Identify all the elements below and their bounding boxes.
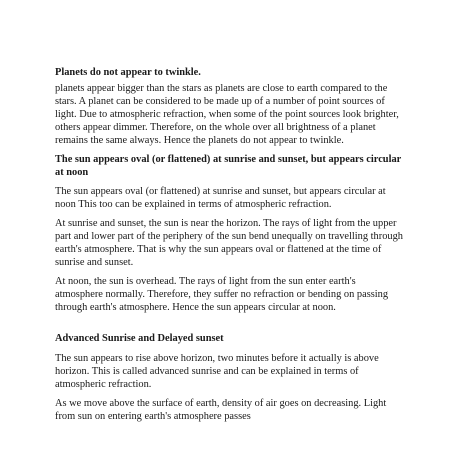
section-heading-planets-twinkle: Planets do not appear to twinkle. [55, 67, 201, 78]
paragraph-sun-oval-noon: At noon, the sun is overhead. The rays of light from the sun enter earth's atmosphere normally. Therefore, they suffer no refraction or bending on passing through earth's atmosphere. Hence the sun appears circular at noon. [55, 276, 389, 313]
paragraph-planets-twinkle: planets appear bigger than the stars as planets are close to earth compared to the stars. A planet can be considered to be made up of a number of point sources of light. Due to atmospheric refraction, when some of the point sources look brighter, others appear dimmer. Therefore, on the whole over all brightness of a planet remains the same always. Hence the planets do not appear to twinkle. [55, 83, 399, 146]
paragraph-air-density: As we move above the surface of earth, density of air goes on decreasing. Light from sun on entering earth's atmosphere passes [55, 398, 387, 422]
section-heading-advanced-sunrise: Advanced Sunrise and Delayed sunset [55, 333, 224, 344]
paragraph-sun-oval-intro: The sun appears oval (or flattened) at sunrise and sunset, but appears circular at noon This too can be explained in terms of atmospheric refraction. [55, 186, 386, 210]
section-heading-sun-oval: The sun appears oval (or flattened) at sunrise and sunset, but appears circular at noon [55, 154, 402, 178]
document-page [55, 66, 405, 429]
paragraph-sun-oval-sunrise: At sunrise and sunset, the sun is near the horizon. The rays of light from the upper part and lower part of the periphery of the sun bend unequally on travelling through earth's atmosphere. That is why the sun appears oval or flattened at the time of sunrise and sunset. [55, 218, 403, 268]
paragraph-advanced-sunrise: The sun appears to rise above horizon, two minutes before it actually is above horizon. This is called advanced sunrise and can be explained in terms of atmospheric refraction. [55, 353, 379, 390]
